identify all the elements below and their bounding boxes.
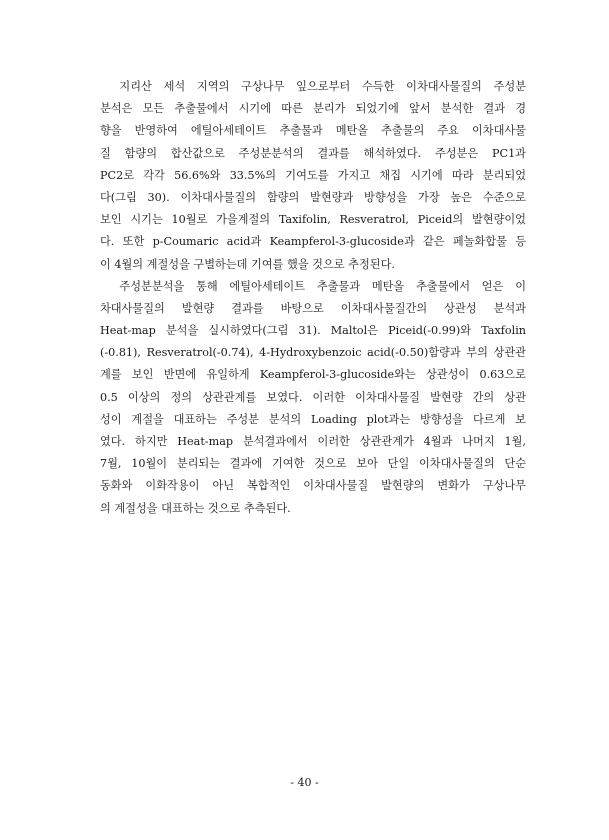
text-line: 성이 계절을 대표하는 주성분 분석의 Loading plot과는 방향성을 다르게 보 [100,412,526,426]
text-line: 7월, 10월이 분리되는 결과에 기여한 것으로 보아 단일 이차대사물질의 단순 [100,457,526,471]
text-line: 차대사물질의 발현량 결과를 바탕으로 이차대사물질간의 상관성 분석과 [100,301,526,315]
text-line: 동화와 이화작용이 아닌 복합적인 이차대사물질 발현량의 변화가 구상나무 [100,479,526,493]
text-line: 다(그림 30). 이차대사물질의 함량의 발현량과 방향성을 가장 높은 수준으로 [100,190,526,204]
text-line: 계를 보인 반면에 유일하게 Keampferol-3-glucoside와는 상관성이 0.63으로 [100,368,526,382]
text-line: 보인 시기는 10월로 가을계절의 Taxifolin, Resveratrol, Piceid의 발현량이었 [100,213,526,227]
text-line: 질 함량의 합산값으로 주성분분석의 결과를 해석하였다. 주성분은 PC1과 [100,146,526,160]
text-line: (-0.81), Resveratrol(-0.74), 4-Hydroxybenzoic acid(-0.50)함량과 부의 상관관 [100,346,526,360]
text-line: 분석은 모든 추출물에서 시기에 따른 분리가 되었기에 앞서 분석한 결과 경 [100,102,526,116]
text-line: 향을 반영하여 에틸아세테이트 추출물과 메탄올 추출물의 주요 이차대사물 [100,124,526,138]
text-line: 였다. 하지만 Heat-map 분석결과에서 이러한 상관관계가 4월과 나머지 1월, [100,435,526,448]
text-line: 지리산 세석 지역의 구상나무 잎으로부터 수득한 이차대사물질의 주성분 [100,80,526,93]
text-line: 의 계절성을 대표하는 것으로 추측된다. [100,501,291,515]
paragraph-1 [100,76,526,276]
paragraph-2 [100,276,526,520]
body-text [100,76,526,520]
text-line: 주성분분석을 통해 에틸아세테이트 추출물과 메탄올 추출물에서 얻은 이 [100,279,526,293]
text-line: 0.5 이상의 정의 상관관계를 보였다. 이러한 이차대사물질 발현량 간의 상관 [100,390,526,404]
page-number: - 40 - [290,776,319,789]
text-line: 이 4월의 계절성을 구별하는데 기여를 했을 것으로 추정된다. [100,257,395,271]
text-line: Heat-map 분석을 실시하였다(그림 31). Maltol은 Piceid(-0.99)와 Taxfolin [100,324,526,338]
text-line: PC2로 각각 56.6%와 33.5%의 기여도를 가지고 채집 시기에 따라 분리되었 [100,168,526,182]
text-line: 다. 또한 p-Coumaric acid과 Keampferol-3-glucoside과 같은 페놀화합물 등 [100,235,526,249]
